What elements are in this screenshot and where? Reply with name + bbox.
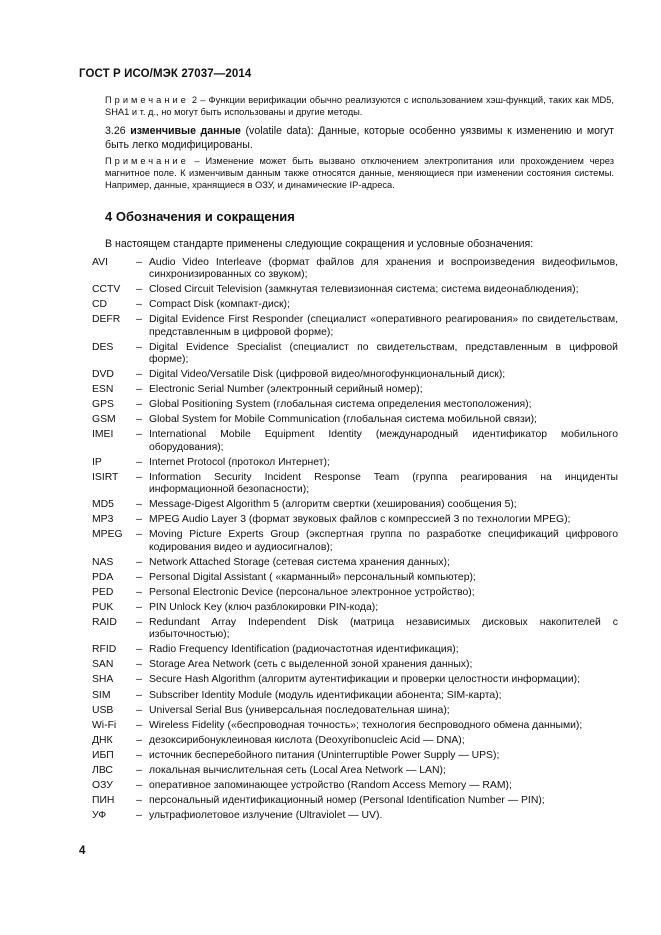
dash-separator: –	[136, 369, 142, 381]
list-item	[92, 644, 618, 656]
abbreviation-description: Information Security Incident Response Team (группа реагирования на инциденты информационной безопасности);	[149, 471, 618, 496]
abbreviation-description: Internet Protocol (протокол Интернет);	[149, 456, 330, 468]
section-intro: В настоящем стандарте применены следующие сокращения и условные обозначения:	[105, 238, 534, 250]
dash-separator: –	[136, 284, 142, 296]
abbreviation-code: PDA	[92, 571, 114, 583]
abbreviation-description: Radio Frequency Identification (радиочастотная идентификация);	[149, 644, 459, 656]
abbreviation-list	[92, 257, 618, 825]
list-item	[92, 810, 618, 822]
dash-separator: –	[136, 514, 142, 526]
dash-separator: –	[136, 749, 142, 761]
abbreviation-description: Digital Evidence First Responder (специалист «оперативного реагирования» по свидетельствам, представленным в цифровой форме);	[149, 314, 618, 338]
abbreviation-code: GPS	[92, 399, 114, 411]
list-item	[92, 369, 618, 381]
abbreviation-code: ISIRT	[92, 471, 119, 483]
list-item	[92, 780, 618, 792]
dash-separator: –	[136, 617, 142, 628]
list-item	[92, 399, 618, 411]
abbreviation-description: Redundant Array Independent Disk (матрица независимых дисковых накопителей с избыточностью);	[149, 617, 618, 641]
dash-separator: –	[136, 765, 142, 777]
term-3-26	[79, 124, 614, 152]
dash-separator: –	[136, 299, 142, 311]
dash-separator: –	[136, 780, 142, 792]
list-item	[92, 572, 618, 584]
term-definition: (volatile data): Данные, которые особенно уязвимы к изменению и могут быть легко модифицированы.	[105, 125, 615, 151]
note-label: Примечание	[105, 95, 189, 105]
abbreviation-code: IP	[92, 456, 102, 468]
note-text: 2 – Функции верификации обычно реализуются с использованием хэш-функций, таких как MD5, SHA1 и т. д., но могут быть использованы и другие методы.	[105, 95, 614, 117]
dash-separator: –	[136, 571, 142, 583]
abbreviation-code: AVI	[92, 257, 108, 268]
abbreviation-description: Moving Picture Experts Group (экспертная группа по разработке спецификаций цифрового кодирования видео и аудиосигналов);	[149, 529, 618, 553]
term-name: изменчивые данные	[130, 125, 241, 137]
abbreviation-description: Global System for Mobile Communication (глобальная система мобильной связи);	[149, 414, 537, 426]
abbreviation-description: Network Attached Storage (сетевая система хранения данных);	[149, 556, 450, 568]
list-item	[92, 514, 618, 526]
abbreviation-code: ОЗУ	[92, 780, 113, 792]
list-item	[92, 720, 618, 732]
page-number: 4	[79, 845, 86, 857]
dash-separator: –	[136, 456, 142, 468]
section-title: 4 Обозначения и сокращения	[105, 209, 295, 224]
dash-separator: –	[136, 399, 142, 411]
list-item	[92, 384, 618, 396]
abbreviation-code: GSM	[92, 414, 116, 426]
abbreviation-code: CCTV	[92, 284, 121, 296]
list-item	[92, 765, 618, 777]
list-item	[92, 617, 618, 641]
abbreviation-code: RFID	[92, 644, 117, 656]
abbreviation-code: MPEG	[92, 529, 123, 541]
abbreviation-description: Digital Video/Versatile Disk (цифровой видео/многофункциональный диск);	[149, 369, 506, 381]
abbreviation-code: SAN	[92, 659, 114, 671]
abbreviation-code: PUK	[92, 601, 114, 613]
abbreviation-code: PED	[92, 586, 114, 598]
list-item	[92, 499, 618, 511]
list-item	[92, 690, 618, 702]
abbreviation-description: Electronic Serial Number (электронный серийный номер);	[149, 384, 423, 396]
dash-separator: –	[136, 499, 142, 511]
dash-separator: –	[136, 674, 142, 686]
abbreviation-description: персональный идентификационный номер (Personal Identification Number — PIN);	[149, 795, 545, 807]
dash-separator: –	[136, 384, 142, 396]
abbreviation-description: оперативное запоминающее устройство (Random Access Memory — RAM);	[149, 780, 512, 792]
note-3	[79, 155, 614, 191]
abbreviation-description: источник бесперебойного питания (Uninterruptible Power Supply — UPS);	[149, 749, 500, 761]
abbreviation-code: SHA	[92, 674, 114, 686]
abbreviation-description: MPEG Audio Layer 3 (формат звуковых файлов с компрессией 3 по технологии MPEG);	[149, 514, 571, 526]
dash-separator: –	[136, 644, 142, 656]
list-item	[92, 429, 618, 453]
document-header: ГОСТ Р ИСО/МЭК 27037—2014	[79, 68, 252, 80]
abbreviation-description: Subscriber Identity Module (модуль идентификации абонента; SIM-карта);	[149, 689, 502, 701]
note-2	[79, 94, 614, 118]
abbreviation-code: ИБП	[92, 749, 114, 761]
abbreviation-description: ультрафиолетовое излучение (Ultraviolet — UV).	[149, 810, 383, 822]
dash-separator: –	[136, 795, 142, 807]
abbreviation-code: Wi-Fi	[92, 719, 117, 731]
abbreviation-description: Universal Serial Bus (универсальная последовательная шина);	[149, 704, 450, 716]
dash-separator: –	[136, 601, 142, 613]
list-item	[92, 602, 618, 614]
abbreviation-code: RAID	[92, 617, 117, 628]
list-item	[92, 795, 618, 807]
abbreviation-code: ЛВС	[92, 765, 113, 777]
dash-separator: –	[136, 414, 142, 426]
abbreviation-code: MP3	[92, 514, 114, 526]
dash-separator: –	[136, 556, 142, 568]
abbreviation-description: Digital Evidence Specialist (специалист по свидетельствам, представленным в цифровой форме);	[149, 341, 618, 365]
abbreviation-description: Compact Disk (компакт-диск);	[149, 299, 290, 311]
abbreviation-description: локальная вычислительная сеть (Local Area Network — LAN);	[149, 765, 446, 777]
list-item	[92, 414, 618, 426]
list-item	[92, 750, 618, 762]
abbreviation-code: CD	[92, 299, 108, 311]
list-item	[92, 587, 618, 599]
dash-separator: –	[136, 719, 142, 731]
list-item	[92, 257, 618, 281]
list-item	[92, 529, 618, 553]
abbreviation-code: ДНК	[92, 734, 113, 746]
abbreviation-code: УФ	[92, 810, 107, 822]
list-item	[92, 284, 618, 296]
abbreviation-code: USB	[92, 704, 114, 716]
dash-separator: –	[136, 810, 142, 822]
abbreviation-description: Global Positioning System (глобальная система определения местоположения);	[149, 399, 532, 411]
dash-separator: –	[136, 429, 142, 441]
note-text: – Изменение может быть вызвано отключением электропитания или прохождением через магнитное поле. К изменчивым данным также относятся данные, меняющиеся при изменении состояния системы. Например, данные, хранящиеся в ОЗУ, и динамические IP-адреса.	[105, 156, 614, 190]
note-label: Примечание	[105, 156, 189, 166]
dash-separator: –	[136, 586, 142, 598]
abbreviation-description: Personal Digital Assistant ( «карманный» персональный компьютер);	[149, 571, 476, 583]
abbreviation-code: ESN	[92, 384, 114, 396]
abbreviation-code: NAS	[92, 556, 114, 568]
abbreviation-description: International Mobile Equipment Identity (международный идентификатор мобильного оборудования);	[149, 429, 618, 453]
term-number: 3.26	[105, 125, 131, 137]
abbreviation-description: Closed Circuit Television (замкнутая телевизионная система; система видеонаблюдения);	[149, 284, 579, 296]
list-item	[92, 735, 618, 747]
dash-separator: –	[136, 704, 142, 716]
dash-separator: –	[136, 529, 142, 541]
abbreviation-description: Secure Hash Algorithm (алгоритм аутентификации и проверки целостности информации);	[149, 674, 580, 686]
abbreviation-description: Storage Area Network (сеть с выделенной зоной хранения данных);	[149, 659, 473, 671]
list-item	[92, 457, 618, 469]
list-item	[92, 674, 618, 686]
dash-separator: –	[136, 314, 142, 326]
list-item	[92, 342, 618, 366]
dash-separator: –	[136, 659, 142, 671]
abbreviation-description: дезоксирибонуклеиновая кислота (Deoxyribonucleic Acid — DNA);	[149, 734, 465, 746]
abbreviation-code: IMEI	[92, 429, 114, 441]
abbreviation-code: DES	[92, 341, 114, 353]
abbreviation-code: SIM	[92, 689, 111, 701]
abbreviation-description: Wireless Fidelity («беспроводная точность»; технология беспроводного обмена данными);	[149, 719, 583, 731]
list-item	[92, 557, 618, 569]
abbreviation-code: ПИН	[92, 795, 115, 807]
dash-separator: –	[136, 471, 142, 483]
list-item	[92, 314, 618, 338]
abbreviation-description: Personal Electronic Device (персональное электронное устройство);	[149, 586, 475, 598]
list-item	[92, 299, 618, 311]
dash-separator: –	[136, 257, 142, 268]
list-item	[92, 705, 618, 717]
abbreviation-code: MD5	[92, 499, 114, 511]
dash-separator: –	[136, 689, 142, 701]
dash-separator: –	[136, 734, 142, 746]
abbreviation-description: Audio Video Interleave (формат файлов для хранения и воспроизведения видеофильмов, синхронизированных со звуком);	[149, 257, 618, 281]
abbreviation-description: PIN Unlock Key (ключ разблокировки PIN-кода);	[149, 601, 379, 613]
abbreviation-code: DVD	[92, 369, 114, 381]
abbreviation-description: Message-Digest Algorithm 5 (алгоритм свертки (хеширования) сообщения 5);	[149, 499, 517, 511]
list-item	[92, 472, 618, 496]
dash-separator: –	[136, 341, 142, 353]
abbreviation-code: DEFR	[92, 314, 121, 326]
list-item	[92, 659, 618, 671]
